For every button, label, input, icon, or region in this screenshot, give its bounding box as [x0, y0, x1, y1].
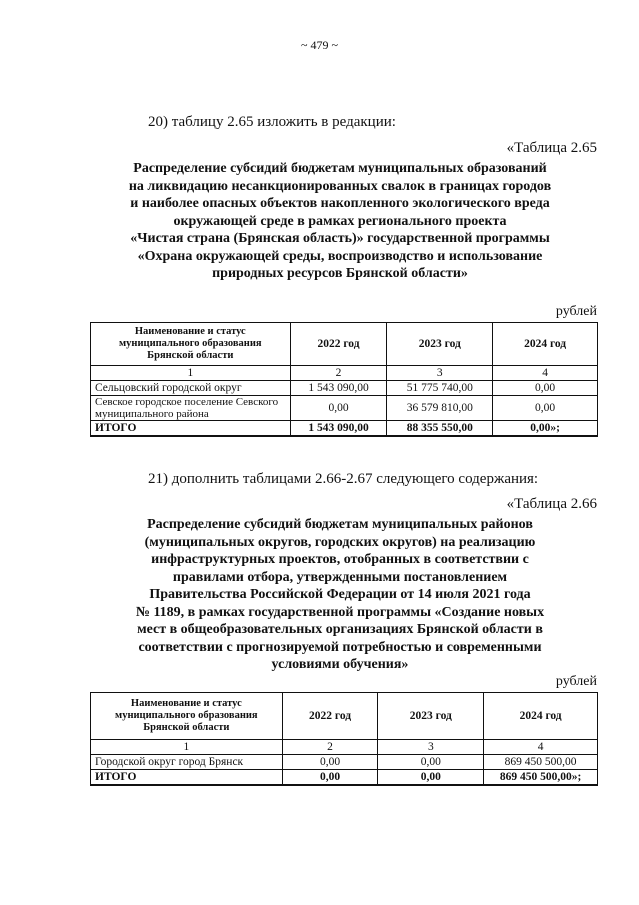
row-2022: 0,00 [282, 755, 378, 770]
column-number-row [91, 366, 598, 381]
table-row [91, 755, 598, 770]
table-2-65-heading [60, 160, 620, 283]
heading-line: «Охрана окружающей среды, воспроизводство и использование [137, 248, 543, 264]
heading-line: № 1189, в рамках государственной программы «Создание новых [135, 604, 545, 620]
col-number: 1 [91, 740, 283, 755]
row-2024: 0,00 [493, 381, 598, 396]
total-2023: 88 355 550,00 [387, 421, 493, 437]
heading-line: инфраструктурных проектов, отобранных в соответствии с [151, 552, 529, 567]
item-21-text: 21) дополнить таблицами 2.66-2.67 следующего содержания: [148, 471, 539, 487]
row-name: Сельцовский городской округ [91, 381, 291, 396]
heading-line: Распределение субсидий бюджетам муниципальных районов [147, 517, 533, 532]
col-number: 4 [493, 366, 598, 381]
header-2024: 2024 год [493, 323, 598, 366]
col-number: 2 [282, 740, 378, 755]
heading-line: правилами отбора, утвержденными постановлением [172, 569, 508, 585]
col-number: 3 [378, 740, 484, 755]
header-2023: 2023 год [378, 693, 484, 740]
table-header-row [91, 323, 598, 366]
row-2022: 0,00 [290, 396, 387, 421]
table-2-66-unit: рублей [555, 674, 597, 689]
total-2022: 0,00 [282, 770, 378, 786]
heading-line: мест в общеобразовательных организациях Брянской области в [137, 622, 543, 637]
row-2023: 51 775 740,00 [387, 381, 493, 396]
row-2024: 869 450 500,00 [484, 755, 598, 770]
heading-line: на ликвидацию несанкционированных свалок в границах городов [128, 178, 552, 194]
heading-line: Распределение субсидий бюджетам муниципальных образований [133, 161, 547, 176]
page-number: ~ 479 ~ [301, 38, 338, 52]
total-2024: 0,00»; [493, 421, 598, 437]
total-name: ИТОГО [91, 770, 283, 786]
table-row [91, 381, 598, 396]
total-name: ИТОГО [91, 421, 291, 437]
row-2024: 0,00 [493, 396, 598, 421]
table-2-66-label: «Таблица 2.66 [506, 496, 597, 512]
table-total-row [91, 421, 598, 437]
header-2022: 2022 год [290, 323, 387, 366]
table-total-row [91, 770, 598, 786]
heading-line: Правительства Российской Федерации от 14 июля 2021 года [149, 587, 531, 602]
header-2022: 2022 год [282, 693, 378, 740]
table-2-66-heading [60, 516, 620, 674]
table-2-65-label: «Таблица 2.65 [506, 140, 597, 156]
table-2-66 [90, 692, 598, 786]
table-2-65 [90, 322, 598, 437]
heading-line: и наиболее опасных объектов накопленного экологического вреда [130, 196, 550, 211]
table-2-65-unit: рублей [555, 304, 597, 319]
heading-line: (муниципальных округов, городских округов) на реализацию [144, 534, 536, 550]
column-number-row [91, 740, 598, 755]
col-number: 3 [387, 366, 493, 381]
total-2024: 869 450 500,00»; [484, 770, 598, 786]
col-number: 1 [91, 366, 291, 381]
row-name: Севское городское поселение Севского муниципального района [91, 396, 291, 421]
heading-line: соответствии с прогнозируемой потребностью и современными [138, 639, 542, 655]
header-name: Наименование и статус муниципального образования Брянской области [91, 323, 291, 366]
item-20-text: 20) таблицу 2.65 изложить в редакции: [148, 114, 396, 130]
total-2023: 0,00 [378, 770, 484, 786]
heading-line: окружающей среде в рамках регионального проекта [173, 213, 507, 229]
heading-line: «Чистая страна (Брянская область)» государственной программы [130, 231, 550, 246]
header-2024: 2024 год [484, 693, 598, 740]
table-row [91, 396, 598, 421]
col-number: 4 [484, 740, 598, 755]
row-name: Городской округ город Брянск [91, 755, 283, 770]
header-2023: 2023 год [387, 323, 493, 366]
heading-line: условиями обучения» [271, 657, 409, 672]
row-2023: 36 579 810,00 [387, 396, 493, 421]
row-2023: 0,00 [378, 755, 484, 770]
total-2022: 1 543 090,00 [290, 421, 387, 437]
heading-line: природных ресурсов Брянской области» [212, 266, 468, 281]
header-name: Наименование и статус муниципального образования Брянской области [91, 693, 283, 740]
row-2022: 1 543 090,00 [290, 381, 387, 396]
col-number: 2 [290, 366, 387, 381]
table-header-row [91, 693, 598, 740]
